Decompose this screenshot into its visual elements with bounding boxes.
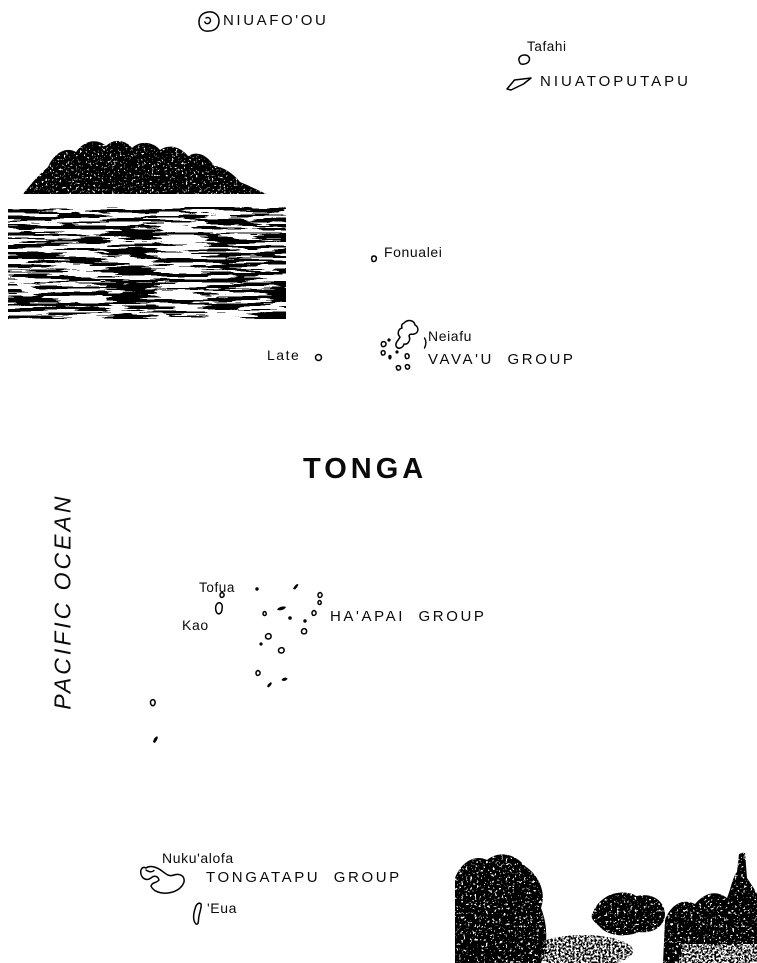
islet (263, 612, 266, 616)
islet (312, 611, 316, 616)
islet (266, 634, 272, 639)
islet (255, 587, 258, 590)
islet (256, 671, 260, 676)
label-niuatoputapu: NIUATOPUTAPU (540, 73, 692, 90)
haapai-islands-icon (145, 578, 330, 750)
island-coastline-photo (8, 133, 286, 323)
late-island-icon (314, 353, 323, 362)
islet (303, 619, 306, 622)
islet (388, 355, 391, 360)
label-tofua: Tofua (199, 580, 236, 595)
kao-island (216, 603, 223, 614)
islet (153, 736, 158, 743)
islet (387, 338, 390, 341)
islet (381, 342, 386, 347)
label-kao: Kao (182, 617, 209, 633)
islet (259, 642, 262, 645)
label-niuafoou: NIUAFO'OU (223, 12, 329, 29)
vavau-main-island (396, 321, 418, 349)
islet (405, 354, 409, 359)
islet (293, 584, 298, 590)
fonualei-island-icon (370, 255, 378, 263)
niuafoou-island-icon (196, 10, 222, 34)
tafahi-island-icon (516, 53, 532, 67)
islet (302, 629, 307, 634)
coastal-vegetation-photo (455, 848, 757, 963)
islet (425, 338, 426, 348)
islet (395, 350, 398, 353)
map-title: TONGA (303, 453, 428, 485)
label-tafahi: Tafahi (527, 39, 567, 54)
islet (277, 607, 286, 611)
label-nukualofa: Nuku'alofa (162, 850, 234, 866)
islet (279, 648, 285, 653)
ocean-label: PACIFIC OCEAN (49, 493, 76, 710)
label-tongatapu-group: TONGATAPU GROUP (206, 869, 402, 886)
islet (318, 593, 322, 598)
label-late: Late (267, 347, 301, 363)
islet (150, 700, 155, 706)
niuatoputapu-island-icon (505, 75, 535, 93)
islet (267, 682, 272, 687)
islet (318, 601, 321, 605)
islet (405, 365, 409, 369)
label-fonualei: Fonualei (384, 244, 443, 260)
islet (396, 366, 400, 370)
islet (282, 678, 288, 681)
eua-island-icon (191, 901, 203, 927)
tongatapu-island-icon (138, 862, 192, 900)
label-eua: 'Eua (207, 900, 237, 916)
islet (381, 351, 385, 355)
label-vavau-group: VAVA'U GROUP (428, 351, 576, 368)
label-neiafu: Neiafu (428, 328, 473, 344)
label-haapai-group: HA'APAI GROUP (330, 608, 487, 625)
islet (288, 616, 292, 620)
vavau-islands-icon (378, 318, 430, 380)
